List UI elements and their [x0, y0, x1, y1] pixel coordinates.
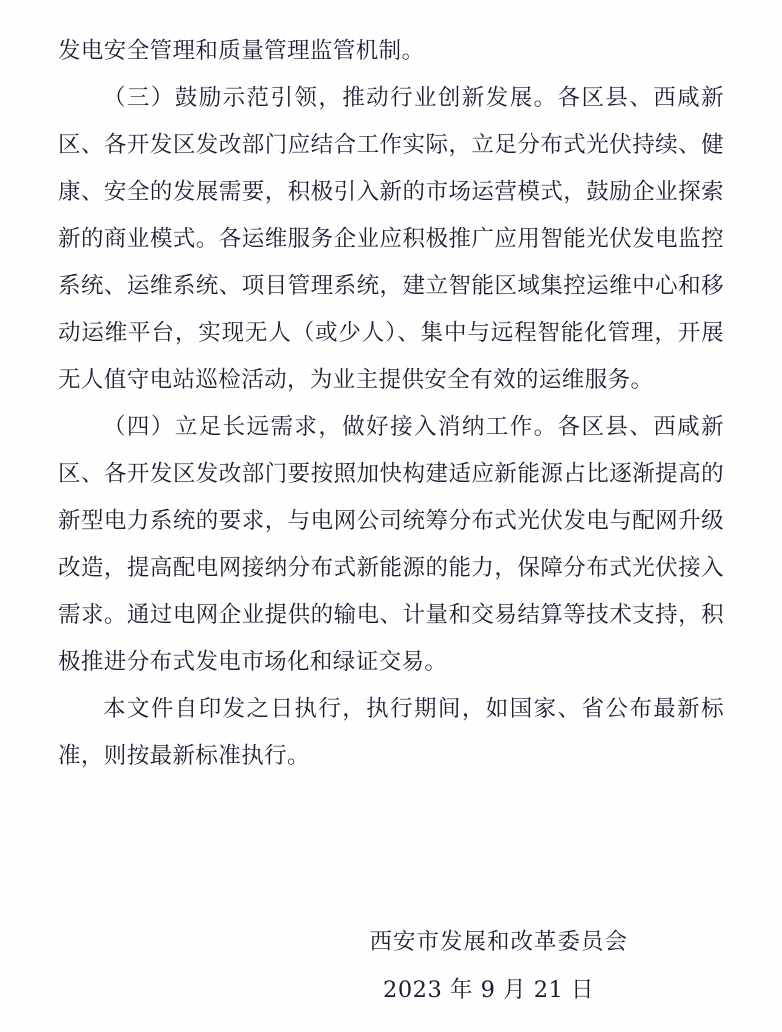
paragraph-continued-line: 发电安全管理和质量管理监管机制。 [58, 38, 425, 64]
paragraph-section-four: （四）立足长远需求，做好接入消纳工作。各区县、西咸新区、各开发区发改部门要按照加快构建适应新能源占比逐渐提高的新型电力系统的要求，与电网公司统筹分布式光伏发电与配网升级改造，提高配电网接纳分布式新能源的能力，保障分布式光伏接入需求。通过电网企业提供的输电、计量和交易结算等技术支持，积极推进分布式发电市场化和绿证交易。 [58, 414, 724, 675]
paragraph-section-three: （三）鼓励示范引领，推动行业创新发展。各区县、西咸新区、各开发区发改部门应结合工作实际，立足分布式光伏持续、健康、安全的发展需要，积极引入新的市场运营模式，鼓励企业探索新的商业模式。各运维服务企业应积极推广应用智能光伏发电监控系统、运维系统、项目管理系统，建立智能区域集控运维中心和移动运维平台，实现无人（或少人）、集中与远程智能化管理，开展无人值守电站巡检活动，为业主提供安全有效的运维服务。 [58, 85, 724, 393]
issue-date: 2023 年 9 月 21 日 [383, 977, 594, 1003]
document-body [58, 28, 724, 780]
signature-block [58, 918, 724, 1014]
issuing-authority: 西安市发展和改革委员会 [369, 929, 628, 955]
paragraph-effective-clause: 本文件自印发之日执行，执行期间，如国家、省公布最新标准，则按最新标准执行。 [58, 696, 724, 769]
